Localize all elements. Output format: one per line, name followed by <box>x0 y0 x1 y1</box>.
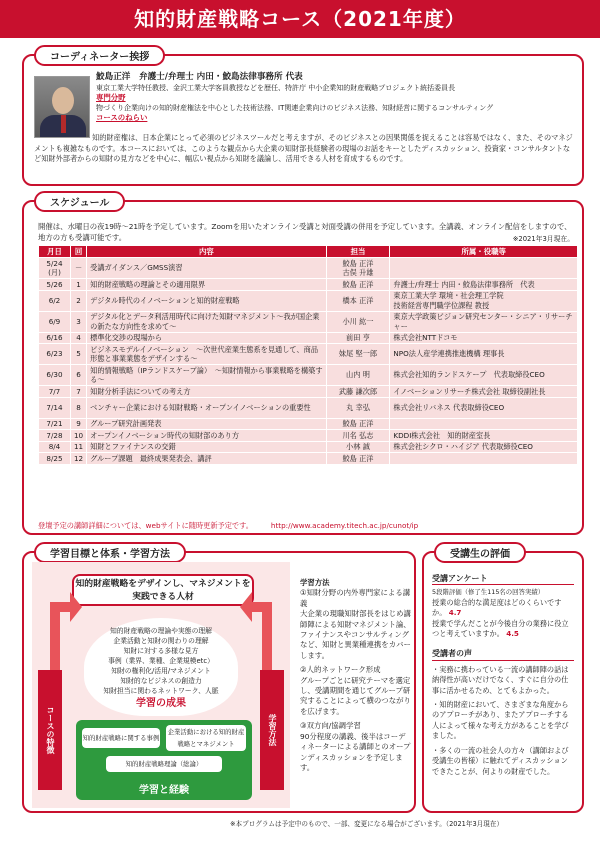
column-header: 内容 <box>87 246 326 258</box>
table-cell: 1 <box>70 279 86 291</box>
table-cell: 株式会社NTTドコモ <box>390 332 578 344</box>
footer-note: ※本プログラムは予定中のもので、一部、変更になる場合がございます。（2021年3月現在） <box>230 820 504 828</box>
case-study-box: 知的財産戦略に関する事例 <box>82 728 160 748</box>
table-cell: 3 <box>70 311 86 332</box>
table-row <box>39 430 578 442</box>
table-cell: NPO法人産学連携推進機構 理事長 <box>390 344 578 365</box>
usefulness-score: 4.5 <box>506 629 519 639</box>
table-row <box>39 344 578 365</box>
table-cell: ベンチャー企業における知財戦略・オープンイノベーションの重要性 <box>87 397 326 418</box>
table-cell: グループ課題 最終成果発表会、講評 <box>87 453 326 465</box>
table-cell: 7 <box>70 386 86 398</box>
table-cell: 7/7 <box>39 386 71 398</box>
table-cell: イノベーションリサーチ株式会社 取締役副社長 <box>390 386 578 398</box>
learning-diagram <box>32 562 290 808</box>
course-url-link[interactable]: http://www.academy.titech.ac.jp/cunot/ip <box>270 521 419 530</box>
table-cell: 丸 幸弘 <box>326 397 390 418</box>
table-cell: ビジネスモデルイノベーション ～次世代産業生態系を見通して、商品形態と事業業態をデザインする～ <box>87 344 326 365</box>
outcomes-box <box>84 618 238 716</box>
table-cell: 受講ガイダンス／GMSS演習 <box>87 258 326 279</box>
table-cell: 6/23 <box>39 344 71 365</box>
table-cell <box>390 418 578 430</box>
table-row <box>39 290 578 311</box>
table-cell: 鮫島 正洋 <box>326 279 390 291</box>
table-row <box>39 453 578 465</box>
table-cell: KDDI株式会社 知的財産室長 <box>390 430 578 442</box>
aim-label: コースのねらい <box>96 113 148 122</box>
table-row <box>39 365 578 386</box>
column-header: 所属・役職等 <box>390 246 578 258</box>
table-cell: 知的財産戦略の理論とその適用限界 <box>87 279 326 291</box>
table-cell: 8/4 <box>39 441 71 453</box>
schedule-intro: 開催は、水曜日の夜19時～21時を予定しています。Zoomを用いたオンライン受講と対面受講の併用を予定しています。全講義、オンライン配信をしますので、地方の方も受講可能です。 <box>38 222 572 242</box>
table-cell: 9 <box>70 418 86 430</box>
table-cell: 鮫島 正洋 古俣 升雄 <box>326 258 390 279</box>
table-cell: － <box>70 258 86 279</box>
table-row <box>39 418 578 430</box>
outcomes-title: 学習の成果 <box>136 698 186 709</box>
field-text: 物づくり企業向けの知的財産権法を中心とした技術法務、IT関連企業向けのビジネス法務、知財経営に関するコンサルティング <box>96 104 494 112</box>
outcome-item: 知的財産戦略の理論や実態の理解 <box>110 627 212 635</box>
column-header: 月日 <box>39 246 71 258</box>
learning-heading: 学習目標と体系・学習方法 <box>34 542 186 563</box>
table-cell: 7/21 <box>39 418 71 430</box>
table-cell: 鮫島 正洋 <box>326 418 390 430</box>
outcome-item: 知財的なビジネスの創造力 <box>120 677 202 685</box>
corporate-activity-box: 企業活動における知的財産戦略とマネジメント <box>166 725 246 751</box>
outcome-item: 企業活動と知財の関わりの理解 <box>113 637 209 645</box>
table-cell: 8/25 <box>39 453 71 465</box>
table-cell: 株式会社知的ランドスケープ 代表取締役CEO <box>390 365 578 386</box>
table-cell: 東京大学政策ビジョン研究センター・シニア・リサーチャー <box>390 311 578 332</box>
table-cell: 4 <box>70 332 86 344</box>
table-cell: 6/9 <box>39 311 71 332</box>
satisfaction-score: 4.7 <box>448 608 462 618</box>
table-cell: 前田 亨 <box>326 332 390 344</box>
schedule-heading: スケジュール <box>34 191 125 212</box>
table-cell: 7/28 <box>39 430 71 442</box>
table-cell: 株式会社リバネス 代表取締役CEO <box>390 397 578 418</box>
schedule-table <box>38 245 578 465</box>
coordinator-info <box>96 71 576 123</box>
table-cell: 知的情報戦略（IPランドスケープ論） ～知財情報から事業戦略を構築する～ <box>87 365 326 386</box>
column-header: 回 <box>70 246 86 258</box>
experience-title: 学習と経験 <box>139 785 189 796</box>
learning-methods: 学習方法 ①知財分野の内外専門家による講義 大企業の現職知財部長をはじめ講師陣による知財マネジメント論、ファイナンスやコンサルティングなど、知財と異業種連携をカバーします。 ②人的ネットワーク形成 グループごとに研究テーマを選定し、受講期間を通じてグループ研究することによって横のつながりを広げます。 ③双方向/協調学習 90分程度の講義、後半はコーディネーターによる講師とのオープンディスカッションを予定します。 <box>300 578 411 772</box>
table-row <box>39 311 578 332</box>
coordinator-photo <box>34 76 90 138</box>
table-cell: 10 <box>70 430 86 442</box>
table-cell <box>390 453 578 465</box>
table-row <box>39 386 578 398</box>
goal-box: 知的財産戦略をデザインし、マネジメントを実践できる人材 <box>72 574 254 606</box>
table-cell: オープンイノベーション時代の知財部のあり方 <box>87 430 326 442</box>
table-cell: 株式会社シクロ・ハイジア 代表取締役CEO <box>390 441 578 453</box>
table-cell: 12 <box>70 453 86 465</box>
table-cell: 東京工業大学 環境・社会理工学院 技術経営専門職学位課程 教授 <box>390 290 578 311</box>
page-title: 知的財産戦略コース（2021年度） <box>0 0 600 38</box>
table-cell: 鮫島 正洋 <box>326 453 390 465</box>
outcome-item: 知財の権利化/活用/マネジメント <box>111 667 211 675</box>
schedule-note: ※2021年3月現在。 <box>512 235 574 243</box>
schedule-footnote: 登壇予定の講師詳細については、webサイトに随時更新予定です。 http://www.academy.titech.ac.jp/cunot/ip <box>38 521 419 530</box>
outcome-item: 知財に対する多様な見方 <box>123 647 199 655</box>
table-cell: 6/16 <box>39 332 71 344</box>
table-cell: 川名 弘志 <box>326 430 390 442</box>
table-cell <box>390 258 578 279</box>
table-cell: 妹尾 堅一郎 <box>326 344 390 365</box>
table-cell: 知財とファイナンスの交錯 <box>87 441 326 453</box>
table-cell: 5/26 <box>39 279 71 291</box>
experience-box <box>76 720 252 800</box>
table-cell: 武藤 謙次郎 <box>326 386 390 398</box>
column-header: 担当 <box>326 246 390 258</box>
table-cell: 山内 明 <box>326 365 390 386</box>
table-cell: 11 <box>70 441 86 453</box>
outcome-item: 知財担当に関わるネットワーク、人脈 <box>103 687 219 695</box>
table-cell: デジタル時代のイノベーションと知的財産戦略 <box>87 290 326 311</box>
coordinator-name: 鮫島正洋 弁護士/弁理士 内田・鮫島法律事務所 代表 <box>96 72 303 82</box>
table-row <box>39 441 578 453</box>
aim-text: 知的財産権は、日本企業にとって必須のビジネスツールだと考えますが、そのビジネスとの因果関係を捉えることは容易ではなく、また、そのマネジメントも複雑なものです。本コースにおいては、このような観点から大企業の知財部長経験者の現場のお話をキーとしたディスカッション、投資家・コンサルタントなど知財外部者からの知財の見方などを中心に、幅広い視点から知財を議論し、活用できる人材を育成するものです。 <box>34 133 573 163</box>
field-label: 専門分野 <box>96 93 126 102</box>
table-cell: 標準化交渉の現場から <box>87 332 326 344</box>
table-row <box>39 258 578 279</box>
table-cell: 2 <box>70 290 86 311</box>
theory-box: 知的財産戦略理論（総論） <box>106 756 222 772</box>
table-cell: グループ研究計画発表 <box>87 418 326 430</box>
table-cell: 小川 紘一 <box>326 311 390 332</box>
table-cell: 小林 誠 <box>326 441 390 453</box>
table-cell: 知財分析手法についての考え方 <box>87 386 326 398</box>
table-cell: 5/24 (月) <box>39 258 71 279</box>
evaluation-heading: 受講生の評価 <box>434 542 526 563</box>
learning-method-label: 学習方法 <box>260 670 284 790</box>
course-features-label: コースの特徴 <box>38 670 62 790</box>
coordinator-heading: コーディネーター挨拶 <box>34 45 165 66</box>
table-cell: 6/2 <box>39 290 71 311</box>
evaluation-content: 受講アンケート 5段階評価（修了生115名の回答実績） 授業の総合的な満足度はどのくらいですか。 4.7 授業で学んだことが今後自分の業務に役立つと考えていますか。 4.5 受講者の声 ・実務に携わっている一流の講師陣の話は納得性が高いだけでなく、すぐに自分の仕事に活かせるため、とてもよかった。 ・知的財産において、さまざまな角度からのアプローチがあり、またアプローチする人によって様々な考え方があることを学びました。 ・多くの一流の社会人の方々（講師および受講生の皆様）に触れてディスカッションできたことが、何よりの財産でした。 <box>432 574 574 777</box>
table-row <box>39 397 578 418</box>
table-cell: デジタル化とデータ利活用時代に向けた知財マネジメント～我が国企業の新たな方向性を求めて～ <box>87 311 326 332</box>
table-cell: 8 <box>70 397 86 418</box>
table-cell: 5 <box>70 344 86 365</box>
table-cell: 7/14 <box>39 397 71 418</box>
table-cell: 6 <box>70 365 86 386</box>
outcome-item: 事例（業界、業種、企業規模etc） <box>108 657 214 665</box>
table-cell: 弁護士/弁理士 内田・鮫島法律事務所 代表 <box>390 279 578 291</box>
table-row <box>39 332 578 344</box>
table-row <box>39 279 578 291</box>
table-cell: 6/30 <box>39 365 71 386</box>
coordinator-bio: 東京工業大学特任教授、金沢工業大学客員教授などを歴任、特許庁 中小企業知的財産戦略プロジェクト統括委員長 <box>96 84 456 92</box>
table-cell: 橋本 正洋 <box>326 290 390 311</box>
